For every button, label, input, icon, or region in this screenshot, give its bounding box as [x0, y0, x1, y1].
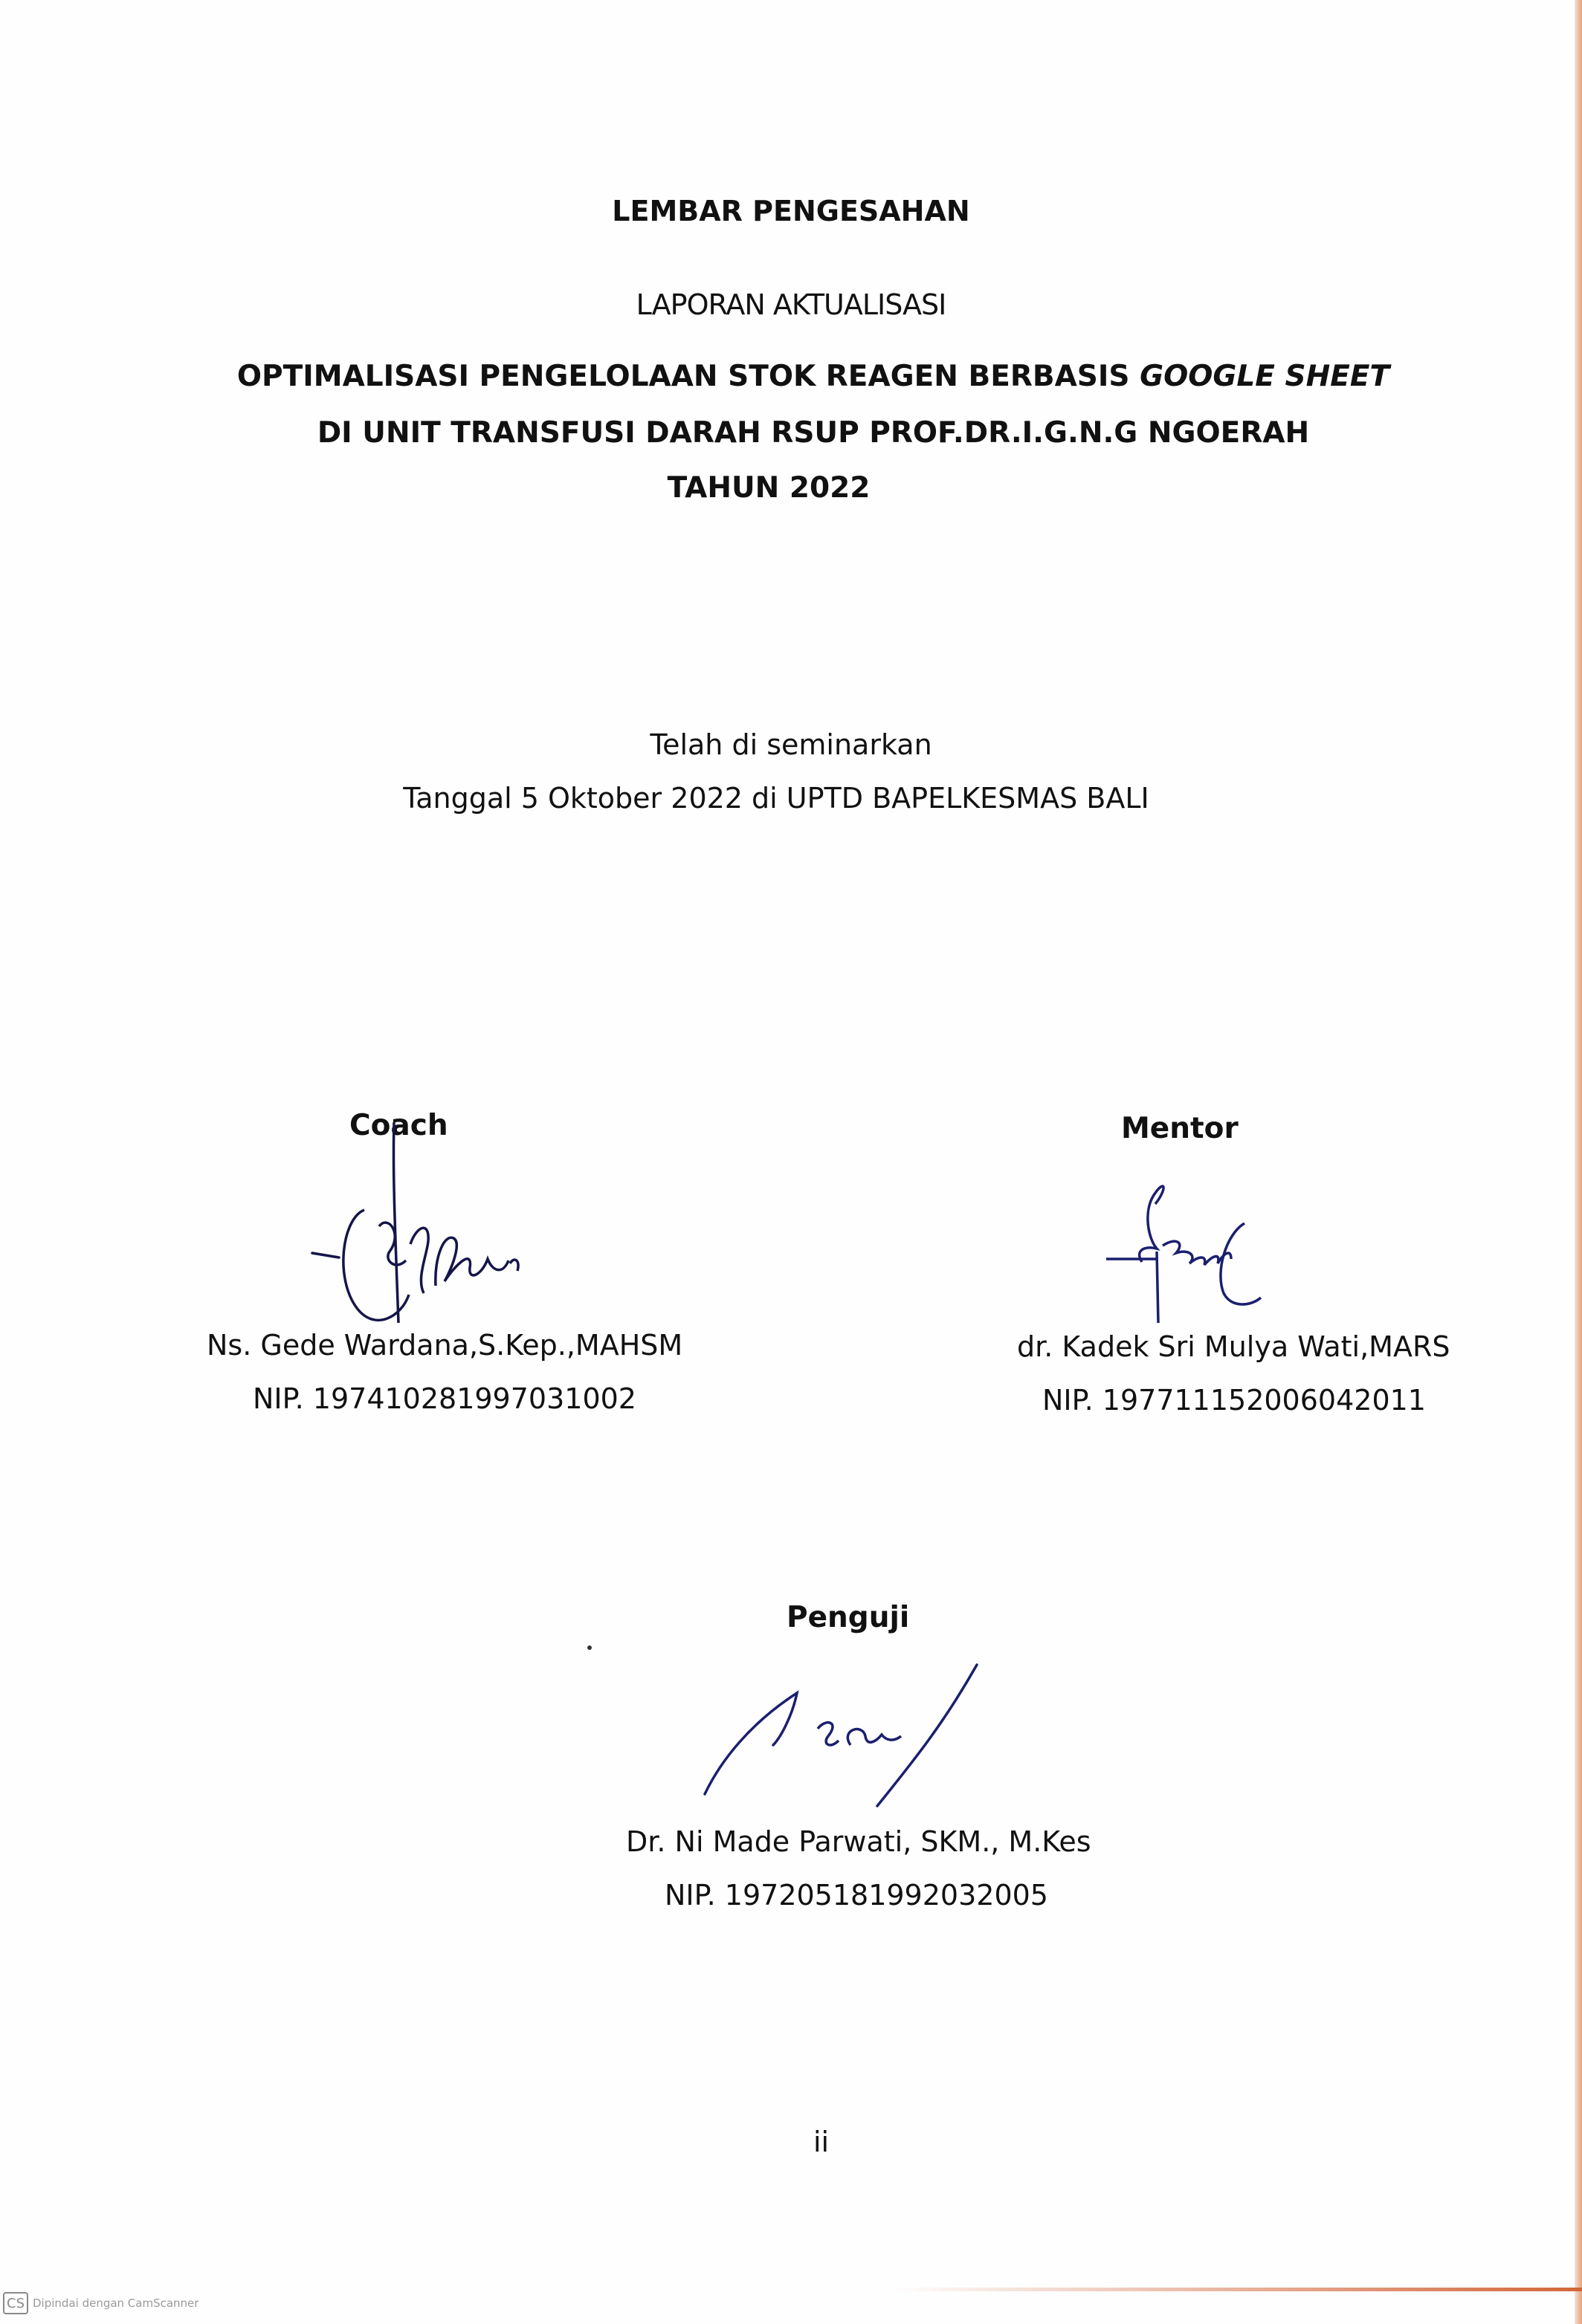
coach-nip: NIP. 197410281997031002: [253, 1382, 636, 1415]
penguji-signature: [691, 1648, 989, 1812]
document-title: LEMBAR PENGESAHAN: [612, 195, 970, 227]
main-title-line-1-text: OPTIMALISASI PENGELOLAAN STOK REAGEN BERBASIS: [236, 360, 1140, 393]
scanner-watermark: [3, 2292, 198, 2314]
camscanner-logo-icon: CS: [3, 2292, 28, 2314]
mentor-signature: [1085, 1182, 1271, 1330]
main-title-line-2: DI UNIT TRANSFUSI DARAH RSUP PROF.DR.I.G.N.G NGOERAH: [317, 416, 1310, 450]
main-title-line-1-italic: GOOGLE SHEET: [1140, 360, 1390, 393]
coach-name: Ns. Gede Wardana,S.Kep.,MAHSM: [207, 1329, 683, 1362]
ink-speck: [587, 1645, 592, 1650]
watermark-text: Dipindai dengan CamScanner: [33, 2297, 199, 2310]
mentor-role-label: Mentor: [1121, 1112, 1239, 1145]
coach-role-label: Coach: [349, 1109, 448, 1142]
penguji-role-label: Penguji: [787, 1601, 910, 1634]
seminar-date-location: Tanggal 5 Oktober 2022 di UPTD BAPELKESMAS BALI: [403, 782, 1149, 815]
scan-edge-right: [1575, 0, 1582, 2324]
penguji-name: Dr. Ni Made Parwati, SKM., M.Kes: [626, 1825, 1091, 1858]
main-title-line-1: [22, 360, 1582, 393]
main-title-line-3: TAHUN 2022: [667, 471, 871, 505]
mentor-nip: NIP. 197711152006042011: [1042, 1384, 1426, 1417]
report-type: LAPORAN AKTUALISASI: [636, 288, 946, 321]
page-number: ii: [813, 2126, 830, 2158]
mentor-name: dr. Kadek Sri Mulya Wati,MARS: [1017, 1330, 1450, 1363]
penguji-nip: NIP. 197205181992032005: [665, 1879, 1048, 1912]
seminar-statement: Telah di seminarkan: [650, 728, 932, 761]
scan-edge-bottom: [892, 2288, 1582, 2291]
